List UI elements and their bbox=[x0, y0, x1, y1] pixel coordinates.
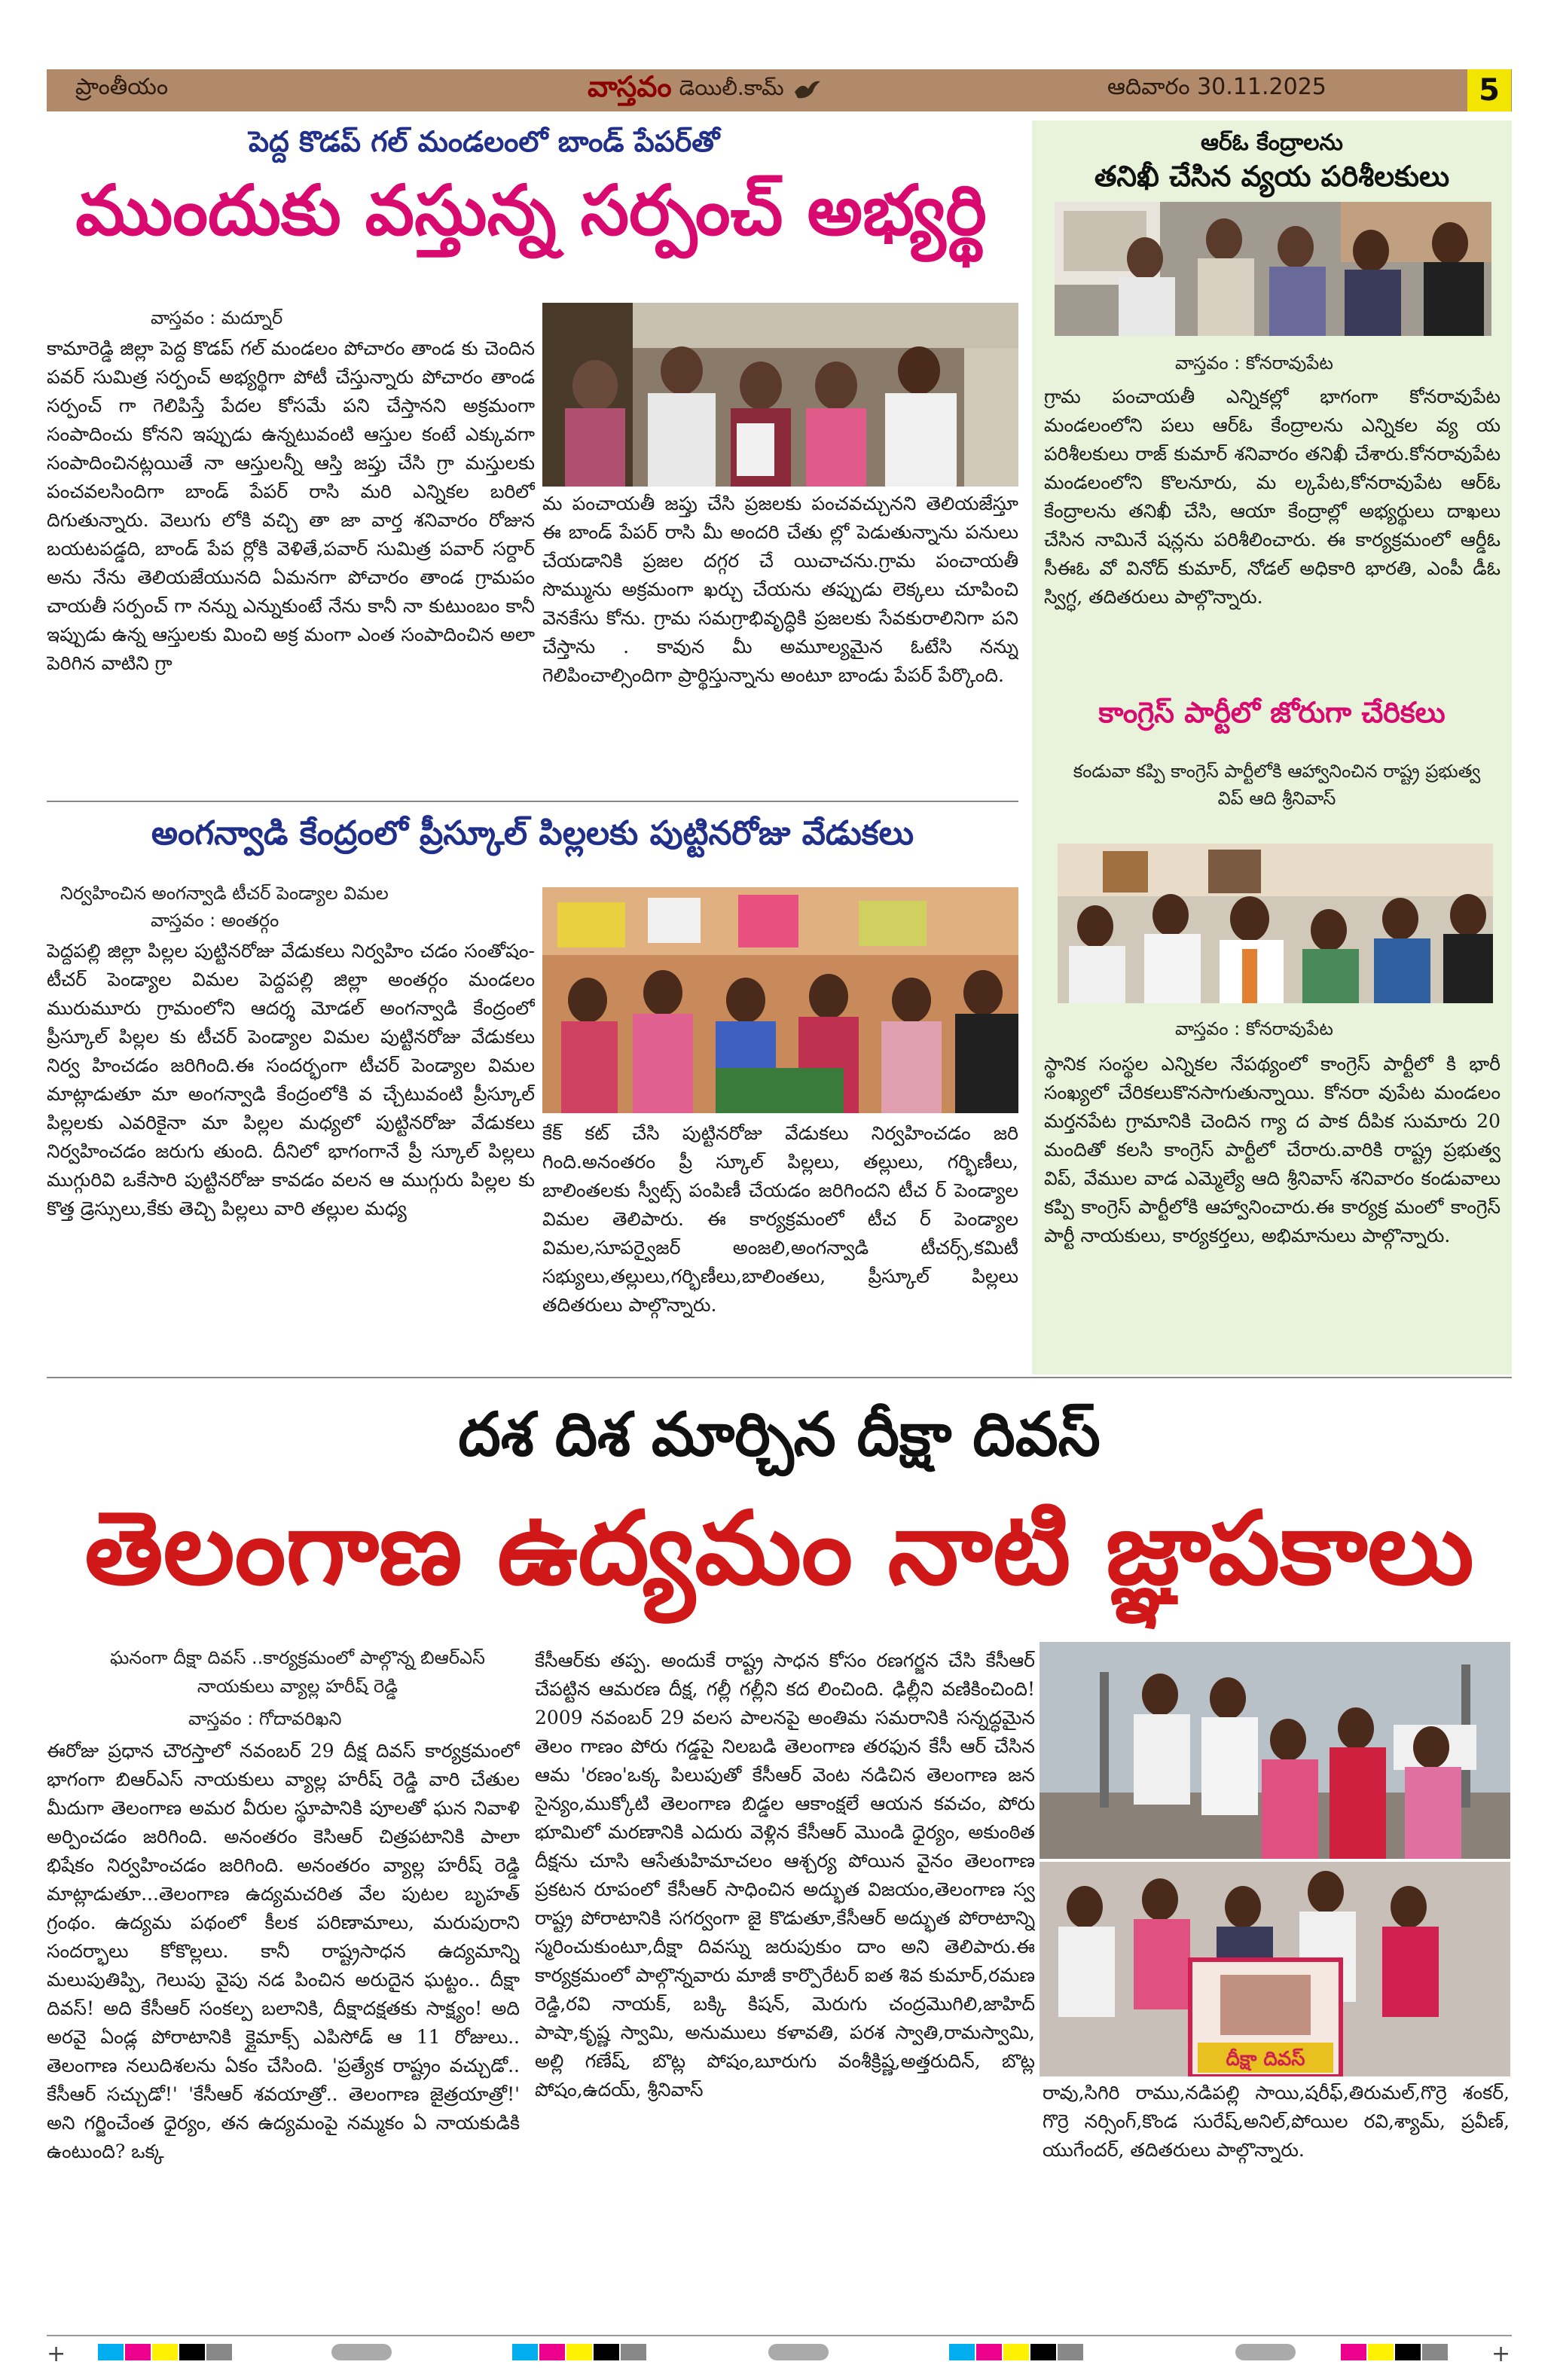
poster-caption: దీక్షా దివస్ bbox=[1226, 2048, 1305, 2070]
divider bbox=[47, 801, 1018, 802]
color-bar-right bbox=[949, 2344, 1083, 2360]
site-name: డెయిలీ.కామ్ bbox=[679, 75, 784, 100]
article2-headline: అంగన్వాడి కేంద్రంలో ప్రీస్కూల్ పిల్లలకు పుట్టినరోజు వేడుకలు bbox=[151, 814, 914, 853]
registration-cross-icon: + bbox=[1491, 2341, 1511, 2367]
article3-subhead: ఘనంగా దీక్షా దివస్ ..కార్యక్రమంలో పాల్గొన్న బిఆర్ఎస్ నాయకులు వ్యాల్ల హరీష్ రెడ్డి bbox=[110, 1647, 485, 1697]
brand-name: వాస్తవం bbox=[588, 70, 672, 103]
masthead bbox=[588, 68, 822, 113]
article1-column-2: మ పంచాయతీ జప్తు చేసి ప్రజలకు పంచవచ్చునని తెలియజేస్తూ ఈ బాండ్ పేపర్ రాసి మీ అందరి చేతు ల్లో పెడుతున్నాను పనులు చేయడానికి ప్రజల దగ్గర చే యిచాచను.గ్రామ పంచాయతీ సొమ్మును అక్రమంగా ఖర్చు చేయను తప్పుడు లెక్కలు చూపించి వెనకేసు కోను. గ్రామ సమగ్రాభివృద్ధికి ప్రజలకు సేవకురాలినిగా పని చేస్తాను . కావున మీ అమూల్యమైన ఓటేసి నన్ను గెలిపించాల్సిందిగా ప్రార్థిస్తున్నాను అంటూ బాండు పేపర్ పేర్కొంది. bbox=[542, 493, 1018, 686]
article1-kicker: పెద్ద కొడప్ గల్ మండలంలో బాండ్ పేపర్‌తో bbox=[249, 125, 720, 158]
article2-dateline: వాస్తవం : అంతర్గం bbox=[151, 910, 279, 931]
registration-mark bbox=[768, 2344, 829, 2360]
issue-date: ఆదివారం 30.11.2025 bbox=[1107, 74, 1327, 100]
article2-column-1: పెద్దపల్లి జిల్లా పిల్లల పుట్టినరోజు వేడుకలు నిర్వహిం చడం సంతోషం- టీచర్ పెండ్యాల విమల పెద్దపల్లి జిల్లా అంతర్గం మండలం మురుమూరు గ్రామంలోని ఆదర్శ మోడల్ అంగన్వాడి కేంద్రంలో ప్రీస్కూల్ పిల్లల కు టీచర్ పెండ్యాల విమల పుట్టినరోజు వేడుకలు నిర్వ హించడం జరిగింది.ఈ సందర్భంగా టీచర్ పెండ్యాల విమల మాట్లాడుతూ మా అంగన్వాడి కేంద్రంలోకి వ చ్చేటువంటి ప్రీస్కూల్ పిల్లలకు ఎవరికైనా మా పిల్లల మధ్యలో పుట్టినరోజు వేడుకలు నిర్వహించడం జరుగు తుంది. దీనిలో భాగంగానే ప్రీ స్కూల్ పిల్లలు ముగ్గురివి ఒకేసారి పుట్టినరోజు కావడం వలన ఆ ముగ్గురు పిల్లల కు కొత్త డ్రెస్సులు,కేకు తెచ్చి పిల్లలు వారి తల్లుల మధ్య bbox=[47, 940, 535, 1219]
section-label: ప్రాంతీయం bbox=[75, 74, 169, 100]
article3-column-3: రావు,సిగిరి రాము,నడిపల్లి సాయి,షరీఫ్,తిరుమల్,గొర్రె శంకర్, గొర్రె నర్సింగ్,కొండ సురేష్,అనిల్,పోయిల రవి,శ్యామ్, ప్రవీణ్, యుగేందర్, తదితరులు పాల్గొన్నారు. bbox=[1043, 2082, 1510, 2161]
sidebar1-photo bbox=[1055, 202, 1491, 336]
article1-headline: ముందుకు వస్తున్న సర్పంచ్ అభ్యర్థి bbox=[75, 170, 987, 251]
article3-column-1: ఈరోజు ప్రధాన చౌరస్తాలో నవంబర్ 29 దీక్ష దివస్ కార్యక్రమంలో భాగంగా బిఆర్ఎస్ నాయకులు వ్యాల్ల హరీష్ రెడ్డి వారి చేతుల మీదుగా తెలంగాణ అమర వీరుల స్థూపానికి పూలతో ఘన నివాళి అర్పించడం జరిగింది. అనంతరం కెసిఆర్ చిత్రపటానికి పాలా భిషేకం నిర్వహించడం జరిగింది. అనంతరం వ్యాల్ల హరీష్ రెడ్డి మాట్లాడుతూ...తెలంగాణ ఉద్యమచరిత వేల పుటల బృహత్ గ్రంథం. ఉద్యమ పథంలో కీలక పరిణామాలు, మరుపురాని సందర్భాలు కోకొల్లలు. కానీ రాష్ట్రసాధన ఉద్యమాన్ని మలుపుతిప్పి, గెలుపు వైపు నడ పించిన అరుదైన ఘట్టం.. దీక్షా దివస్! అది కేసీఆర్ సంకల్ప బలానికి, దీక్షాదక్షతకు సాక్ష్యం! అది అరవై ఏండ్ల పోరాటానికి క్లైమాక్స్ ఎపిసోడ్ ఆ 11 రోజులు.. తెలంగాణ నలుదిశలను ఏకం చేసింది. 'ప్రత్యేక రాష్ట్రం వచ్చుడో.. కేసీఆర్ సచ్చుడో!' 'కేసీఆర్ శవయాత్రో.. తెలంగాణ జైత్రయాత్రో!' అని గర్జించేంత ధైర్యం, తన ఉద్యమంపై నమ్మకం ఏ నాయకుడికి ఉంటుంది? ఒక్క bbox=[47, 1740, 520, 2162]
registration-mark bbox=[331, 2344, 392, 2360]
article3-dateline: వాస్తవం : గోదావరిఖని bbox=[188, 1708, 342, 1729]
divider bbox=[47, 1377, 1512, 1378]
bird-logo-icon bbox=[792, 77, 822, 104]
sidebar1-headline: తనిఖీ చేసిన వ్యయ పరిశీలకులు bbox=[1094, 160, 1450, 193]
sidebar2-subhead: కండువా కప్పి కాంగ్రెస్ పార్టీలోకి ఆహ్వానించిన రాష్ట్ర ప్రభుత్వ విప్ ఆది శ్రీనివాస్ bbox=[1073, 761, 1481, 809]
registration-mark bbox=[1235, 2344, 1296, 2360]
registration-cross-icon: + bbox=[47, 2341, 66, 2367]
sidebar1-body: గ్రామ పంచాయతీ ఎన్నికల్లో భాగంగా కోనరావుపేట మండలంలోని పలు ఆర్ఓ కేంద్రాలను ఎన్నికల వ్య య పరిశీలకులు రాజ్ కుమార్ శనివారం తనిఖీ చేశారు.కోనరావుపేట మండలంలోని కొలనూరు, మ ల్కపేట,కోనరావుపేట ఆర్ఓ కేంద్రాలను తనిఖీ చేసి, ఆయా కేంద్రాల్లో అభ్యర్థులు దాఖలు చేసిన నామినే షన్లను పరిశీలించారు. ఈ కార్యక్రమంలో ఆర్డీఓ సీఈఓ వో వినోద్ కుమార్, నోడల్ అధికారి భారతి, ఎంపీ డీఓ స్విగ్ధ, తదితరులు పాల్గొన్నారు. bbox=[1044, 386, 1501, 608]
color-bar-far bbox=[1341, 2344, 1448, 2360]
sidebar2-body: స్థానిక సంస్థల ఎన్నికల నేపథ్యంలో కాంగ్రెస్ పార్టీలో కి భారీ సంఖ్యలో చేరికలుకొనసాగుతున్నాయి. కోనరా వుపేట మండలం మర్తనపేట గ్రామానికి చెందిన గ్యా ద పాక దీపిక సుమారు 20 మందితో కలసి కాంగ్రెస్ పార్టీలో చేరారు.వారికి రాష్ట్ర ప్రభుత్వ విప్, వేముల వాడ ఎమ్మెల్యే ఆది శ్రీనివాస్ శనివారం కండువాలు కప్పి కాంగ్రెస్ పార్టీలోకి ఆహ్వానించారు.ఈ కార్యక్ర మంలో కాంగ్రెస్ పార్టీ నాయకులు, కార్యకర్తలు, అభిమానులు పాల్గొన్నారు. bbox=[1044, 1053, 1501, 1246]
article2-photo bbox=[542, 887, 1018, 1113]
sidebar1-dateline: వాస్తవం : కోనరావుపేట bbox=[1175, 352, 1333, 374]
page-number: 5 bbox=[1467, 69, 1511, 111]
color-bar-left bbox=[98, 2344, 232, 2360]
article2-subhead: నిర్వహించిన అంగన్వాడి టీచర్ పెండ్యాల విమల bbox=[60, 883, 389, 904]
footer-rule bbox=[47, 2335, 1512, 2336]
color-bar-mid bbox=[512, 2344, 646, 2360]
article3-photo-1 bbox=[1040, 1642, 1510, 1859]
article3-column-2: కేసీఆర్‌కు తప్ప. అందుకే రాష్ట్ర సాధన కోసం రణగర్జన చేసి కేసీఆర్ చేపట్టిన ఆమరణ దీక్ష, గల్లీ గల్లీని కద లించింది. ఢిల్లీని వణికించింది! 2009 నవంబర్ 29 వలస పాలనపై అంతిమ సమరానికి సన్నద్ధమైన తెలం గాణం పోరు గడ్డపై నిలబడి తెలంగాణ తరఫున కేసీ ఆర్ చేసిన ఆమ 'రణం'ఒక్క పిలుపుతో కేసీఆర్ వెంట నడిచిన తెలంగాణ జన సైన్యం,ముక్కోటి తెలంగాణ బిడ్డల ఆకాంక్షలే ఆయన కవచం, పోరు భూమిలో మరణానికి ఎదురు వెళ్లిన కేసీఆర్ మొండి ధైర్యం, అకుంఠిత దీక్షను చూసి ఆసేతుహిమాచలం ఆశ్చర్య పోయిన వైనం తెలంగాణ ప్రకటన రూపంలో కేసీఆర్ సాధించిన అద్భుత విజయం,తెలంగాణ స్వ రాష్ట్ర పోరాటానికి సగర్వంగా జై కొడుతూ,కేసీఆర్ అద్భుత పోరాటాన్ని స్మరించుకుంటూ,దీక్షా దివస్ను జరుపుకుం దాం అని తెలిపారు.ఈ కార్యక్రమంలో పాల్గొన్నవారు మాజీ కార్పొరేటర్ ఐత శివ కుమార్,రమణ రెడ్డి,రవి నాయక్, బక్కి కిషన్, మెరుగు చంద్రమొగిలి,జాహిద్ పాషా,కృష్ణ స్వామి, అనుములు కళావతి, పరశ స్వాతి,రామస్వామి, అల్లి గణేష్, బొట్ల పోషం,బూరుగు వంశీక్రిష్ణ,అత్తరుదిన్, బొట్ల పోషం,ఉదయ్, శ్రీనివాస్ bbox=[535, 1649, 1035, 2101]
article1-column-1: కామారెడ్డి జిల్లా పెద్ద కొడప్ గల్ మండలం పోచారం తాండ కు చెందిన పవర్ సుమిత్ర సర్పంచ్ అభ్యర్థిగా పోటీ చేస్తున్నారు పోచారం తాండ సర్పంచ్ గా గెలిపిస్తే పేదల కోసమే పని చేస్తానని అక్రమంగా సంపాదించు కోనని ఇప్పుడు ఉన్నటువంటి ఆస్తుల కంటే ఎక్కువగా సంపాదించినట్లయితే నా ఆస్తులన్నీ ఆస్తి జప్తు చేసి గ్రా మస్తులకు పంచవలసిందిగా బాండ్ పేపర్ రాసి మరి ఎన్నికల బరిలో దిగుతున్నారు. వెలుగు లోకి వచ్చి తా జా వార్త శనివారం రోజున బయటపడ్డది, బాండ్ పేప ర్లోకి వెళితే,పవార్ సుమిత్ర పవార్ సర్దార్ అను నేను తెలియజేయునది ఏమనగా పోచారం తాండ గ్రామపం చాయతీ సర్పంచ్ గా నన్ను ఎన్నుకుంటే నేను కానీ నా కుటుంబం కానీ ఇప్పుడు ఉన్న ఆస్తులకు మించి అక్ర మంగా ఎంత సంపాదించిన అలా పెరిగిన వాటిని గ్రా bbox=[47, 337, 535, 674]
article3-photo-2 bbox=[1040, 1862, 1510, 2076]
article1-photo bbox=[542, 303, 1018, 487]
sidebar2-dateline: వాస్తవం : కోనరావుపేట bbox=[1175, 1018, 1333, 1039]
article2-column-2: కేక్ కట్ చేసి పుట్టినరోజు వేడుకలు నిర్వహించడం జరి గింది.అనంతరం ప్రీ స్కూల్ పిల్లలు, తల్లులు, గర్భిణీలు, బాలింతలకు స్వీట్స్ పంపిణీ చేయడం జరిగిందని టీచ ర్ పెండ్యాల విమల తెలిపారు. ఈ కార్యక్రమంలో టీచ ర్ పెండ్యాల విమల,సూపర్వైజర్ అంజలి,అంగన్వాడి టీచర్స్,కమిటీ సభ్యులు,తల్లులు,గర్భిణీలు,బాలింతలు, ప్రీస్కూల్ పిల్లలు తదితరులు పాల్గొన్నారు. bbox=[542, 1122, 1018, 1316]
sidebar1-kicker: ఆర్ఓ కేంద్రాలను bbox=[1201, 130, 1343, 156]
article1-dateline: వాస్తవం : మద్నూర్ bbox=[151, 307, 283, 328]
sidebar2-headline: కాంగ్రెస్ పార్టీలో జోరుగా చేరికలు bbox=[1098, 696, 1446, 729]
article3-headline: తెలంగాణ ఉద్యమం నాటి జ్ఞాపకాలు bbox=[84, 1490, 1474, 1607]
sidebar2-photo bbox=[1058, 844, 1493, 1003]
article3-kicker: దశ దిశ మార్చిన దీక్షా దివస్ bbox=[458, 1399, 1101, 1469]
